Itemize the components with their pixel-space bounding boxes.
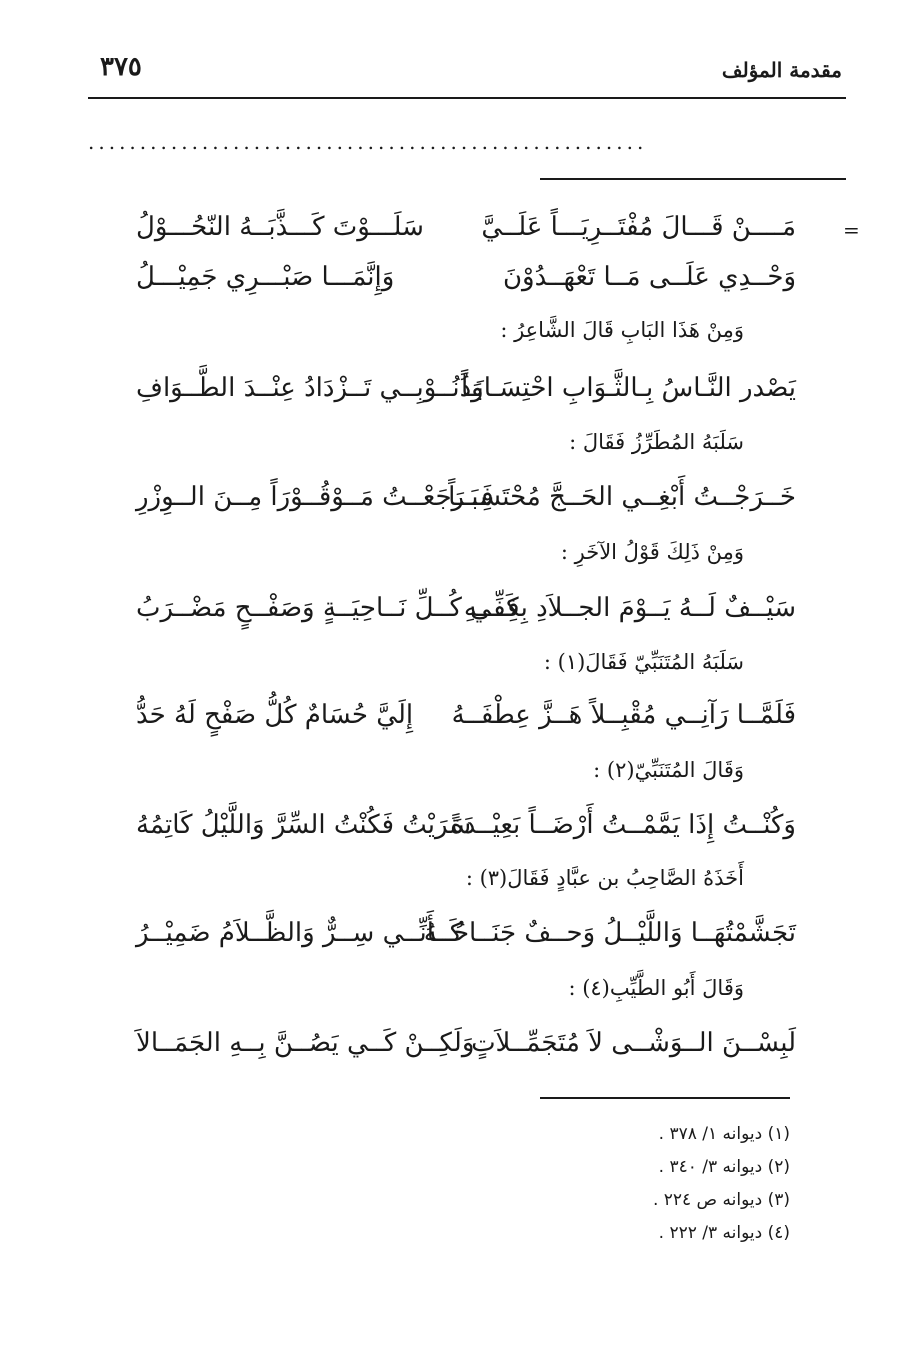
footnote: (١) ديوانه ١/ ٣٧٨ . [658, 1124, 790, 1144]
footnote: (٣) ديوانه ص ٢٢٤ . [652, 1190, 790, 1210]
verse-first-hemistich: فَلَمَّــا رَآنِــي مُقْبِــلاً هَــزَّ عِطْفَــهُ [451, 700, 796, 730]
verse-first-hemistich: سَيْــفٌ لَــهُ يَــوْمَ الجــلاَدِ بِكَفِّــهِ [463, 593, 796, 623]
prose-introduction: وَمِنْ ذَلِكَ قَوْلُ الآخَرِ : [560, 540, 744, 564]
verse-second-hemistich: سَلَـــوْتَ كَـــذَّبَــهُ النّحُـــوْلُ [136, 212, 424, 242]
verse-first-hemistich: خَــرَجْــتُ أَبْغِــي الحَــجَّ مُحْتَسِبَــاً [448, 482, 796, 512]
verse-second-hemistich: وَإِنَّمَـــا صَبْـــرِي جَمِيْـــلُ [136, 262, 395, 292]
prose-introduction: سَلَبَهُ المُتَنَبِّيّ فَقَالَ(١) : [543, 650, 744, 674]
footnote-rule [540, 1097, 790, 1099]
prose-introduction: وَقَالَ المُتَنَبِّيّ(٢) : [593, 758, 744, 782]
verse-line [136, 810, 796, 854]
prose-introduction: وَمِنْ هَذَا البَابِ قَالَ الشَّاعِرُ : [500, 318, 744, 342]
verse-line [136, 262, 796, 306]
footnote: (٤) ديوانه ٣/ ٢٢٢ . [658, 1223, 790, 1243]
verse-second-hemistich: فَــرَجَعْــتُ مَــوْقُــوْرَاً مِــنَ الــوِزْرِ [136, 482, 494, 512]
verse-line [136, 373, 796, 417]
verse-line [136, 212, 796, 256]
verse-line [136, 1028, 796, 1072]
verse-first-hemistich: يَصْدر النَّـاسُ بِـالثَّـوَابِ احْتِسَـابَـاً [461, 373, 796, 403]
verse-line [136, 700, 796, 744]
verse-first-hemistich: لَبِسْــنَ الــوَشْــى لاَ مُتَجَمِّــلاَتٍ [471, 1028, 796, 1058]
continuation-mark: = [843, 218, 860, 242]
verse-second-hemistich: وَذُنُــوْبِــي تَــزْدَادُ عِنْــدَ الطَّــوَافِ [136, 373, 484, 403]
verse-line [136, 593, 796, 637]
verse-second-hemistich: سَرَيْتُ فَكُنْتُ السِّرَّ وَاللَّيْلُ كَاتِمُهُ [136, 810, 472, 840]
verse-second-hemistich: كَــأَنِّــي سِــرٌّ وَالظَّــلاَمُ ضَمِيْــرُ [136, 918, 463, 948]
verse-line [136, 482, 796, 526]
verse-first-hemistich: مَــــنْ قَـــالَ مُفْتَــرِيَـــاً عَلَــيَّ [481, 212, 796, 242]
verse-line [136, 918, 796, 962]
verse-second-hemistich: إِلَيَّ حُسَامٌ كُلُّ صَفْحٍ لَهُ حَدُّ [136, 700, 414, 730]
header-rule [88, 97, 846, 99]
verse-first-hemistich: تَجَشَّمْتُهَــا وَاللَّيْــلُ وَحــفٌ جَنَــاحُــهُ [423, 918, 796, 948]
prose-introduction: أَخَذَهُ الصَّاحِبُ بن عبَّادٍ فَقَالَ(٣) : [465, 866, 744, 890]
running-header-title: مقدمة المؤلف [721, 58, 842, 82]
section-rule [540, 178, 846, 180]
verse-first-hemistich: وَحْــدِي عَلَــى مَــا تَعْهَــدُوْنَ [502, 262, 796, 292]
dotted-separator: ...................................................... [88, 130, 648, 154]
page-number: ٣٧٥ [100, 52, 142, 82]
prose-introduction: سَلَبَهُ المُطَرِّزُ فَقَالَ : [569, 430, 744, 454]
verse-first-hemistich: وَكُنْــتُ إِذَا يَمَّمْــتُ أَرْضَــاً بَعِيْــدَةً [450, 810, 796, 840]
prose-introduction: وَقَالَ أَبُو الطَّيِّبِ(٤) : [568, 976, 744, 1000]
verse-second-hemistich: وَلَكِــنْ كَــي يَصُــنَّ بِــهِ الجَمَــالاَ [136, 1028, 475, 1058]
footnote: (٢) ديوانه ٣/ ٣٤٠ . [658, 1157, 790, 1177]
verse-second-hemistich: فِــي كُــلِّ نَــاحِيَــةٍ وَصَفْــحٍ مَضْــرَبُ [136, 593, 520, 623]
